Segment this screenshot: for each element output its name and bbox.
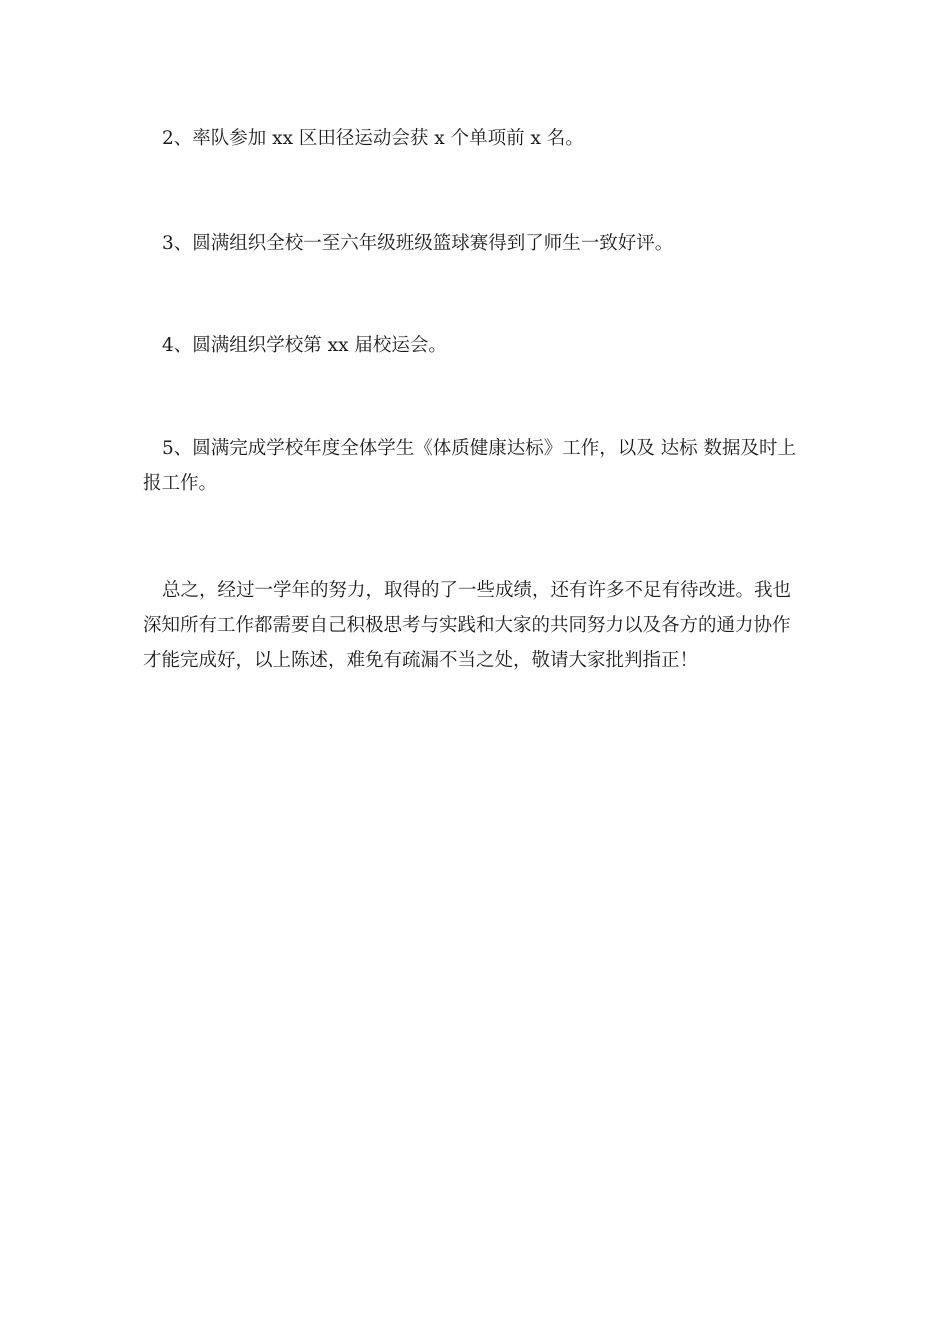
paragraph-summary: 总之，经过一学年的努力，取得的了一些成绩，还有许多不足有待改进。我也深知所有工作都需要自己积极思考与实践和大家的共同努力以及各方的通力协作才能完成好，以上陈述，难免有疏漏不当之处，敬请大家批判指正！ bbox=[143, 580, 792, 671]
paragraph-item-3: 3、圆满组织全校一至六年级班级篮球赛得到了师生一致好评。 bbox=[162, 233, 674, 254]
paragraph-item-5: 5、圆满完成学校年度全体学生《体质健康达标》工作，以及 达标 数据及时上报工作。 bbox=[143, 438, 797, 494]
paragraph-item-2: 2、率队参加 xx 区田径运动会获 x 个单项前 x 名。 bbox=[162, 128, 584, 149]
paragraph-item-4: 4、圆满组织学校第 xx 届校运会。 bbox=[162, 335, 447, 356]
